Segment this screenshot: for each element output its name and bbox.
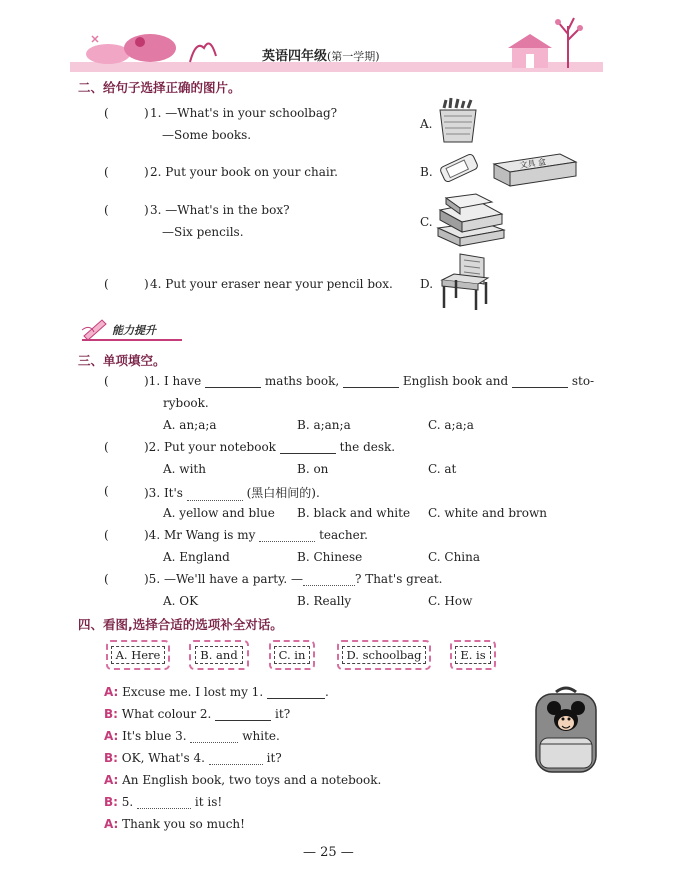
picture-label-d: D. [420,277,434,291]
dialogue-line-7 [104,817,245,831]
word-option-b [189,640,249,670]
speaker-label: B: [104,751,118,765]
part3-q2-line [144,440,395,454]
answer-paren-close: ) [144,203,149,217]
option-a: A. England [163,550,230,564]
dialogue-text-after: it? [266,751,282,765]
part3-q4-t2: teacher. [319,528,368,542]
part3-q1-t4: sto- [571,374,595,388]
dialogue-text: Excuse me. I lost my 1. [122,685,264,699]
fill-blank[interactable] [205,375,261,388]
dialogue-text: What colour 2. [121,707,212,721]
option-c: C. How [428,594,473,608]
answer-paren-close: ) [144,165,149,179]
pencil-box-label: 文具 盒 [519,157,547,170]
fill-blank[interactable] [190,730,238,743]
fill-blank[interactable] [280,441,336,454]
part3-q3-line [144,484,320,501]
part3-q1-cont: rybook. [163,396,209,410]
option-c: C. white and brown [428,506,547,520]
eraser-icon [437,150,481,186]
fill-blank[interactable] [267,686,325,699]
word-option-text: A. Here [111,646,166,664]
answer-paren-open: ( [104,374,109,388]
dialogue-text-after: . [324,685,329,699]
ability-underline [82,339,182,341]
section-title-part2: 二、给句子选择正确的图片。 [78,80,241,95]
answer-paren-close: ) [144,106,149,120]
part3-q2-num: )2. Put your notebook [144,440,276,454]
option-c: C. at [428,462,457,476]
option-a: A. with [163,462,206,476]
dialogue-line-1 [104,685,329,699]
fill-blank[interactable] [259,529,315,542]
answer-paren-open: ( [104,572,109,586]
speaker-label: A: [104,773,119,787]
part2-item4-line1: 4. Put your eraser near your pencil box. [150,277,393,291]
option-c: C. a;a;a [428,418,474,432]
ability-label: 能力提升 [112,324,156,337]
dialogue-text-after: it? [275,707,291,721]
answer-paren-open: ( [104,440,109,454]
option-b: B. on [297,462,329,476]
option-c: C. China [428,550,481,564]
chair-icon [434,250,494,312]
option-b: B. black and white [297,506,411,520]
section-title-part3: 三、单项填空。 [78,353,166,368]
word-option-text: E. is [455,646,490,664]
part3-q1-t3: English book and [402,374,509,388]
part3-q5-line [144,572,443,586]
speaker-label: A: [104,729,119,743]
dialogue-text: Thank you so much! [122,817,245,831]
word-option-a [106,640,170,670]
fill-blank[interactable] [303,573,355,586]
dialogue-line-5 [104,773,381,787]
part3-q3-num: )3. It's [144,486,183,500]
dialogue-text: It's blue 3. [122,729,187,743]
answer-paren-open: ( [104,528,109,542]
part3-q1-line1 [144,374,594,388]
option-a: A. OK [163,594,199,608]
part3-q5-t2: ? That's great. [354,572,443,586]
word-option-d [337,640,431,670]
option-a: A. an;a;a [163,418,217,432]
fill-blank[interactable] [512,375,568,388]
part2-item3-line1: 3. —What's in the box? [150,203,290,217]
dialogue-line-4 [104,751,282,765]
part3-q4-num: )4. Mr Wang is my [144,528,256,542]
word-option-text: B. and [195,646,242,664]
speaker-label: B: [104,795,118,809]
part3-q3-t2: (黑白相间的). [246,486,320,500]
header-title-text: 英语四年级 [262,49,328,64]
dialogue-line-3 [104,729,280,743]
dialogue-text-after: white. [242,729,280,743]
word-option-text: C. in [274,646,311,664]
dialogue-text: 5. [121,795,134,809]
part3-q2-t2: the desk. [339,440,396,454]
dialogue-text-after: it is! [194,795,223,809]
answer-paren-open: ( [104,106,109,120]
answer-paren-close: ) [144,277,149,291]
part2-item1-line2: —Some books. [162,128,252,142]
pencil-box-icon [490,150,580,190]
picture-label-a: A. [420,117,433,131]
header-decoration-right-icon [498,12,590,70]
part2-item3-line2: —Six pencils. [162,225,244,239]
option-b: B. Chinese [297,550,363,564]
dialogue-text: An English book, two toys and a notebook. [122,773,382,787]
fill-blank[interactable] [343,375,399,388]
page-header-title [262,45,380,64]
fill-blank[interactable] [215,708,271,721]
answer-paren-open: ( [104,277,109,291]
page-number: — 25 — [303,845,354,860]
answer-paren-open: ( [104,165,109,179]
part2-item2-line1: 2. Put your book on your chair. [150,165,338,179]
option-a: A. yellow and blue [163,506,275,520]
dialogue-line-6 [104,795,222,809]
speaker-label: B: [104,707,118,721]
speaker-label: A: [104,817,119,831]
option-b: B. a;an;a [297,418,351,432]
header-subtitle: (第一学期) [327,50,380,63]
fill-blank[interactable] [137,796,191,809]
word-option-c [269,640,315,670]
book-stack-icon [432,192,508,248]
answer-paren-open: ( [104,484,109,498]
dialogue-line-2 [104,707,290,721]
part3-q1-num: )1. I have [144,374,202,388]
speaker-label: A: [104,685,119,699]
fill-blank[interactable] [187,488,243,501]
header-decoration-left-icon [78,26,228,66]
pencil-badge-icon [80,316,108,340]
fill-blank[interactable] [209,752,263,765]
section-title-part4: 四、看图,选择合适的选项补全对话。 [78,617,283,632]
part2-item1-line1: 1. —What's in your schoolbag? [150,106,338,120]
part3-q5-num: )5. —We'll have a party. — [144,572,303,586]
word-option-e [450,640,496,670]
mickey-schoolbag-icon [530,686,602,776]
part3-q4-line [144,528,368,542]
pencil-cup-icon [436,96,480,146]
dialogue-text: OK, What's 4. [121,751,205,765]
picture-label-b: B. [420,165,433,179]
part3-q1-t2: maths book, [264,374,340,388]
word-option-text: D. schoolbag [342,646,427,664]
option-b: B. Really [297,594,352,608]
picture-label-c: C. [420,215,433,229]
answer-paren-open: ( [104,203,109,217]
